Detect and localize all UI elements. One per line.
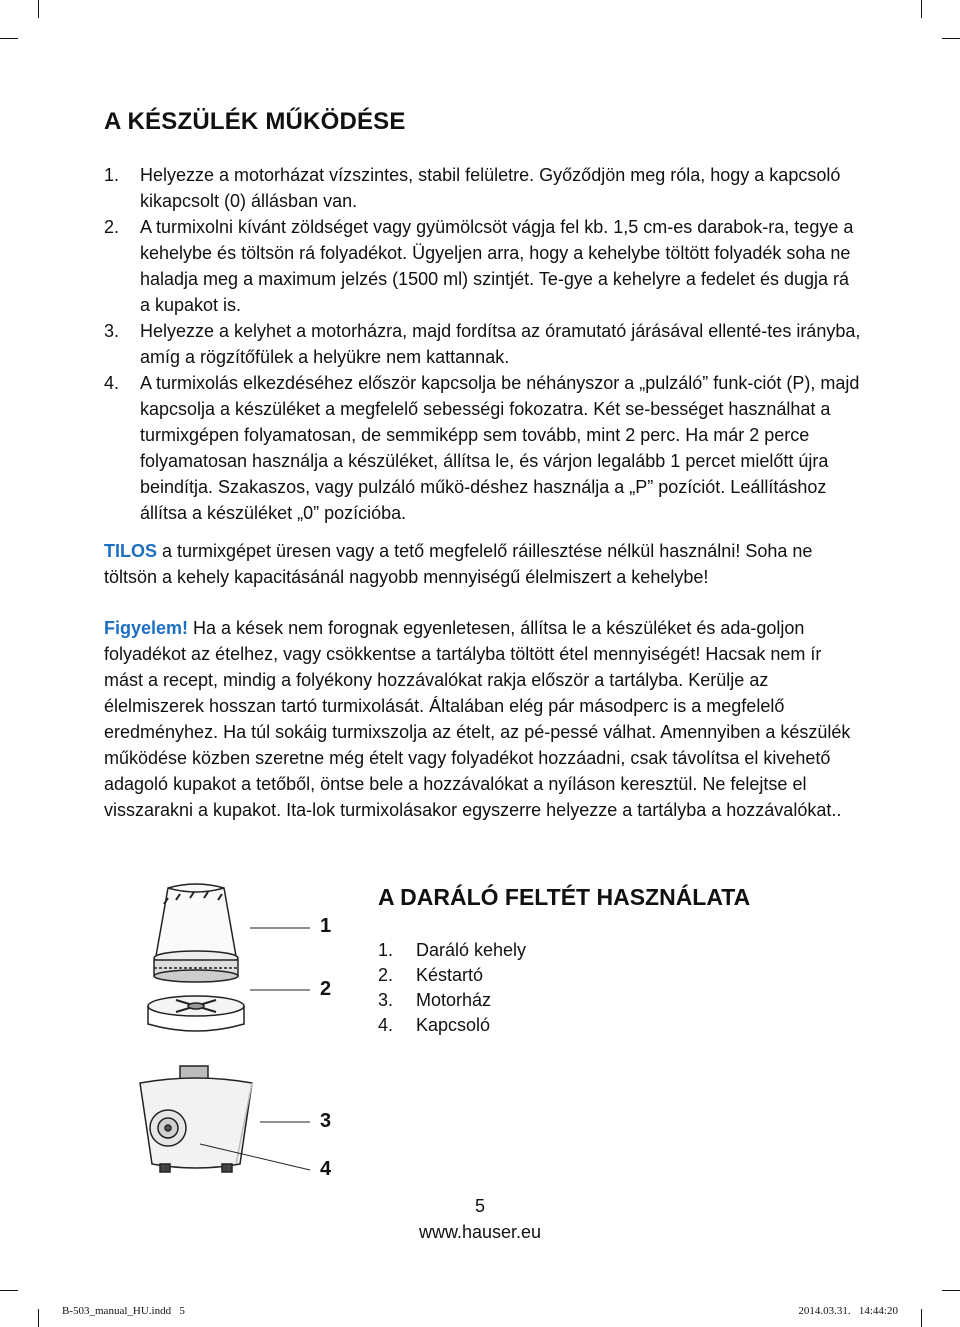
- crop-mark: [38, 0, 39, 18]
- crop-mark: [921, 1309, 922, 1327]
- part-label: Motorház: [416, 990, 492, 1010]
- part-item: [378, 938, 526, 963]
- callout-3: 3: [320, 1110, 332, 1132]
- crop-mark: [0, 1290, 18, 1291]
- part-number: 1.: [378, 940, 394, 960]
- step-text: Helyezze a kelyhet a motorházra, majd fordítsa az óramutató járásával ellenté-tes irányba, amíg a rögzítőfülek a helyükre nem kattannak.: [140, 321, 861, 367]
- section-title: A KÉSZÜLÉK MŰKÖDÉSE: [104, 108, 406, 135]
- crop-mark: [921, 0, 922, 18]
- step-text: Helyezze a motorházat vízszintes, stabil felületre. Győződjön meg róla, hogy a kapcsoló kikapcsolt (0) állásban van.: [140, 165, 841, 211]
- attention-text: Ha a kések nem forognak egyenletesen, állítsa le a készüléket és ada-goljon folyadékot az ételhez, vagy csökkentse a tartályba töltött étel mennyiségét! Hacsak nem ír mást a recept, mindig a folyékony hozzávalókat rakja először a tartályba. Kerülje az élelmiszerek hosszan tartó turmixolását. Általában elég pár másodperc is a megfelelő eredményhez. Ha túl sokáig turmixszolja az ételt, az pé-pessé válhat. Amennyiben a készülék működése közben szeretne még ételt vagy folyadékot hozzáadni, csak távolítsa el kivehető adagoló kupakot a tetőből, öntse bele a hozzávalókat a nyíláson keresztül. Ne felejtse el visszarakni a kupakot. Ita-lok turmixolásakor egyszerre helyezze a tartályba a hozzávalókat..: [104, 618, 851, 820]
- part-label: Daráló kehely: [416, 940, 527, 960]
- part-number: 4.: [378, 1015, 394, 1035]
- step-number: 2.: [104, 217, 120, 237]
- step-item: [104, 162, 864, 214]
- step-item: [104, 370, 864, 526]
- step-number: 4.: [104, 373, 120, 393]
- crop-mark: [942, 38, 960, 39]
- part-item: [378, 988, 526, 1013]
- part-number: 3.: [378, 990, 394, 1010]
- print-timestamp: 2014.03.31. 14:44:20: [798, 1305, 898, 1317]
- motor-base-drawing: [140, 1066, 252, 1172]
- step-number: 1.: [104, 165, 120, 185]
- section2-title: A DARÁLÓ FELTÉT HASZNÁLATA: [378, 884, 751, 910]
- attention-paragraph: [104, 615, 864, 823]
- parts-list: [378, 938, 526, 1038]
- callout-1: 1: [320, 915, 332, 937]
- grinder-illustration: [110, 878, 350, 1178]
- page-number: 5: [474, 1196, 485, 1216]
- warning-text: a turmixgépet üresen vagy a tető megfelelő ráillesztése nélkül használni! Soha ne töltsön a kehely kapacitásánál nagyobb mennyiségű élelmiszert a kehelybe!: [104, 541, 813, 587]
- callout-4: 4: [320, 1158, 332, 1180]
- grinder-cup-drawing: [154, 884, 238, 982]
- step-text: A turmixolni kívánt zöldséget vagy gyümölcsöt vágja fel kb. 1,5 cm-es darabok-ra, tegye a kehelybe és töltsön rá folyadékot. Ügyeljen arra, hogy a kehelybe töltött folyadék soha ne haladja meg a maximum jelzés (1500 ml) szintjét. Te-gye a kehelyre a fedelet és dugja rá a kupakot is.: [140, 217, 854, 315]
- instruction-steps: [104, 162, 864, 526]
- step-text: A turmixolás elkezdéséhez először kapcsolja be néhányszor a „pulzáló” funk-ciót (P), majd kapcsolja a készüléket a megfelelő sebességi fokozatra. Két se-bességet használhat a turmixgépen folyamatosan, de semmiképp sem tovább, mint 2 perc. Ha már 2 perce folyamatosan használja a készüléket, állítsa le, és várjon legalább 1 percet mielőtt újra beindítja. Szakaszos, vagy pulzáló műkö-déshez használja a „P” pozíciót. Leállításhoz állítsa a készüléket „0” pozícióba.: [140, 373, 860, 523]
- warning-paragraph: [104, 538, 864, 590]
- blade-holder-drawing: [148, 996, 244, 1031]
- part-number: 2.: [378, 965, 394, 985]
- part-item: [378, 963, 526, 988]
- attention-label: Figyelem!: [104, 618, 189, 638]
- crop-mark: [942, 1290, 960, 1291]
- website-link[interactable]: www.hauser.eu: [418, 1222, 542, 1242]
- callout-2: 2: [320, 978, 332, 1000]
- step-number: 3.: [104, 321, 120, 341]
- step-item: [104, 318, 864, 370]
- part-label: Kapcsoló: [416, 1015, 491, 1035]
- step-item: [104, 214, 864, 318]
- file-slug: B-503_manual_HU.indd 5: [62, 1305, 185, 1317]
- crop-mark: [0, 38, 18, 39]
- warning-label: TILOS: [104, 541, 157, 561]
- part-item: [378, 1013, 526, 1038]
- crop-mark: [38, 1309, 39, 1327]
- part-label: Késtartó: [416, 965, 484, 985]
